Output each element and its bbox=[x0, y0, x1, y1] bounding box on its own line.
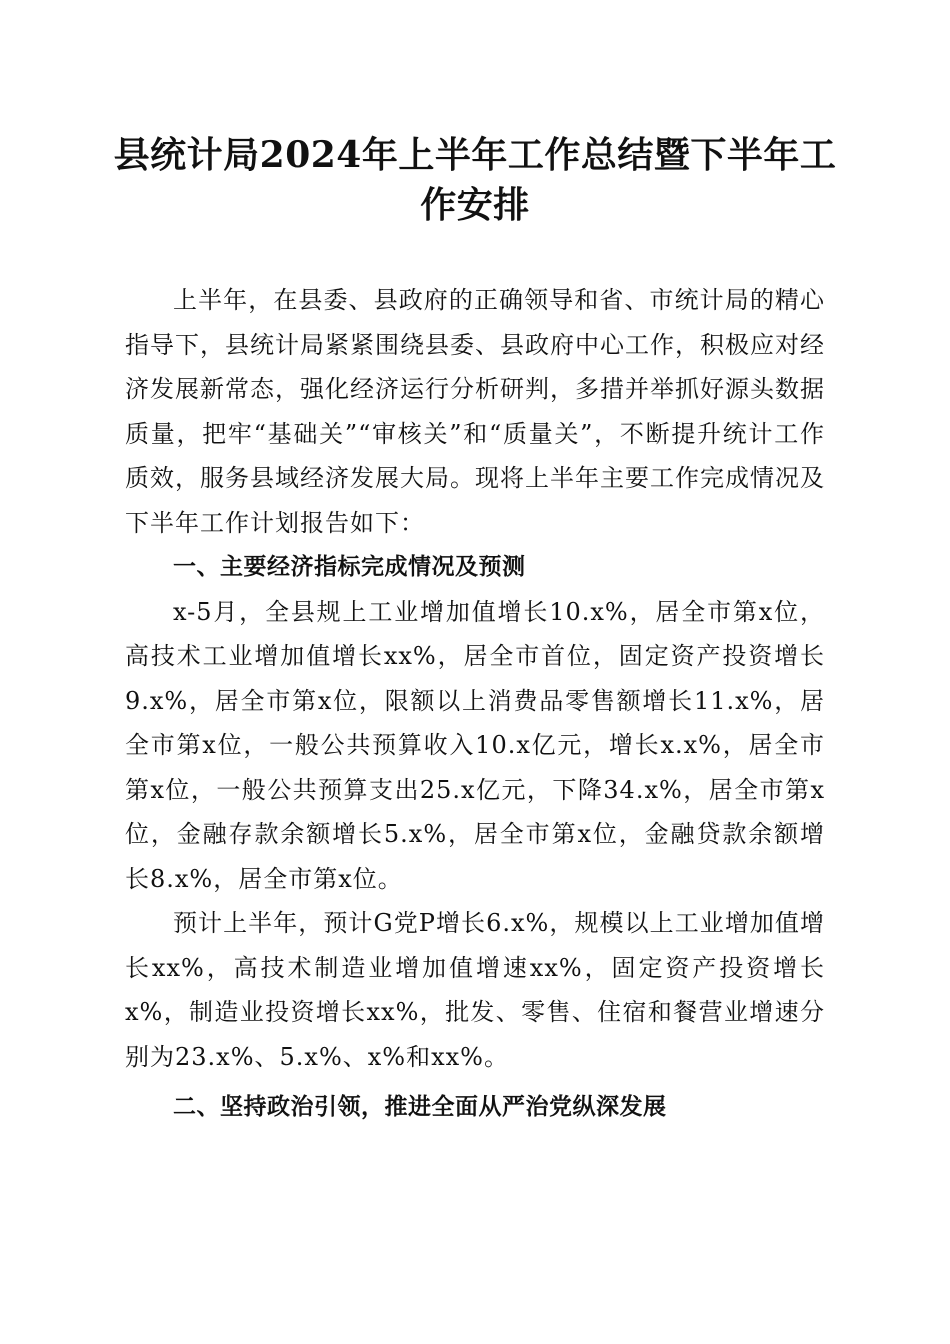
section-2-heading: 二、坚持政治引领，推进全面从严治党纵深发展 bbox=[173, 1094, 667, 1120]
section-1-paragraph-1: x-5月，全县规上工业增加值增长10.x%，居全市第x位，高技术工业增加值增长xx%，居全市首位，固定资产投资增长9.x%，居全市第x位，限额以上消费品零售额增长11.x%，居全市第x位，一般公共预算收入10.x亿元，增长x.x%，居全市第x位，一般公共预算支出25.x亿元，下降34.x%，居全市第x位，金融存款余额增长5.x%，居全市第x位，金融贷款余额增长8.x%，居全市第x位。 bbox=[125, 597, 825, 893]
document-title: 县统计局2024年上半年工作总结暨下半年工作安排 bbox=[113, 134, 837, 226]
section-1-paragraph-2: 预计上半年，预计G党P增长6.x%，规模以上工业增加值增长xx%，高技术制造业增加值增速xx%，固定资产投资增长x%，制造业投资增长xx%，批发、零售、住宿和餐营业增速分别为23.x%、5.x%、x%和xx%。 bbox=[125, 909, 825, 1071]
intro-paragraph: 上半年，在县委、县政府的正确领导和省、市统计局的精心指导下，县统计局紧紧围绕县委、县政府中心工作，积极应对经济发展新常态，强化经济运行分析研判，多措并举抓好源头数据质量，把牢“基础关”“审核关”和“质量关”，不断提升统计工作质效，服务县域经济发展大局。现将上半年主要工作完成情况及下半年工作计划报告如下： bbox=[125, 286, 825, 537]
section-1-heading: 一、主要经济指标完成情况及预测 bbox=[173, 554, 526, 580]
document-body bbox=[125, 278, 825, 1130]
